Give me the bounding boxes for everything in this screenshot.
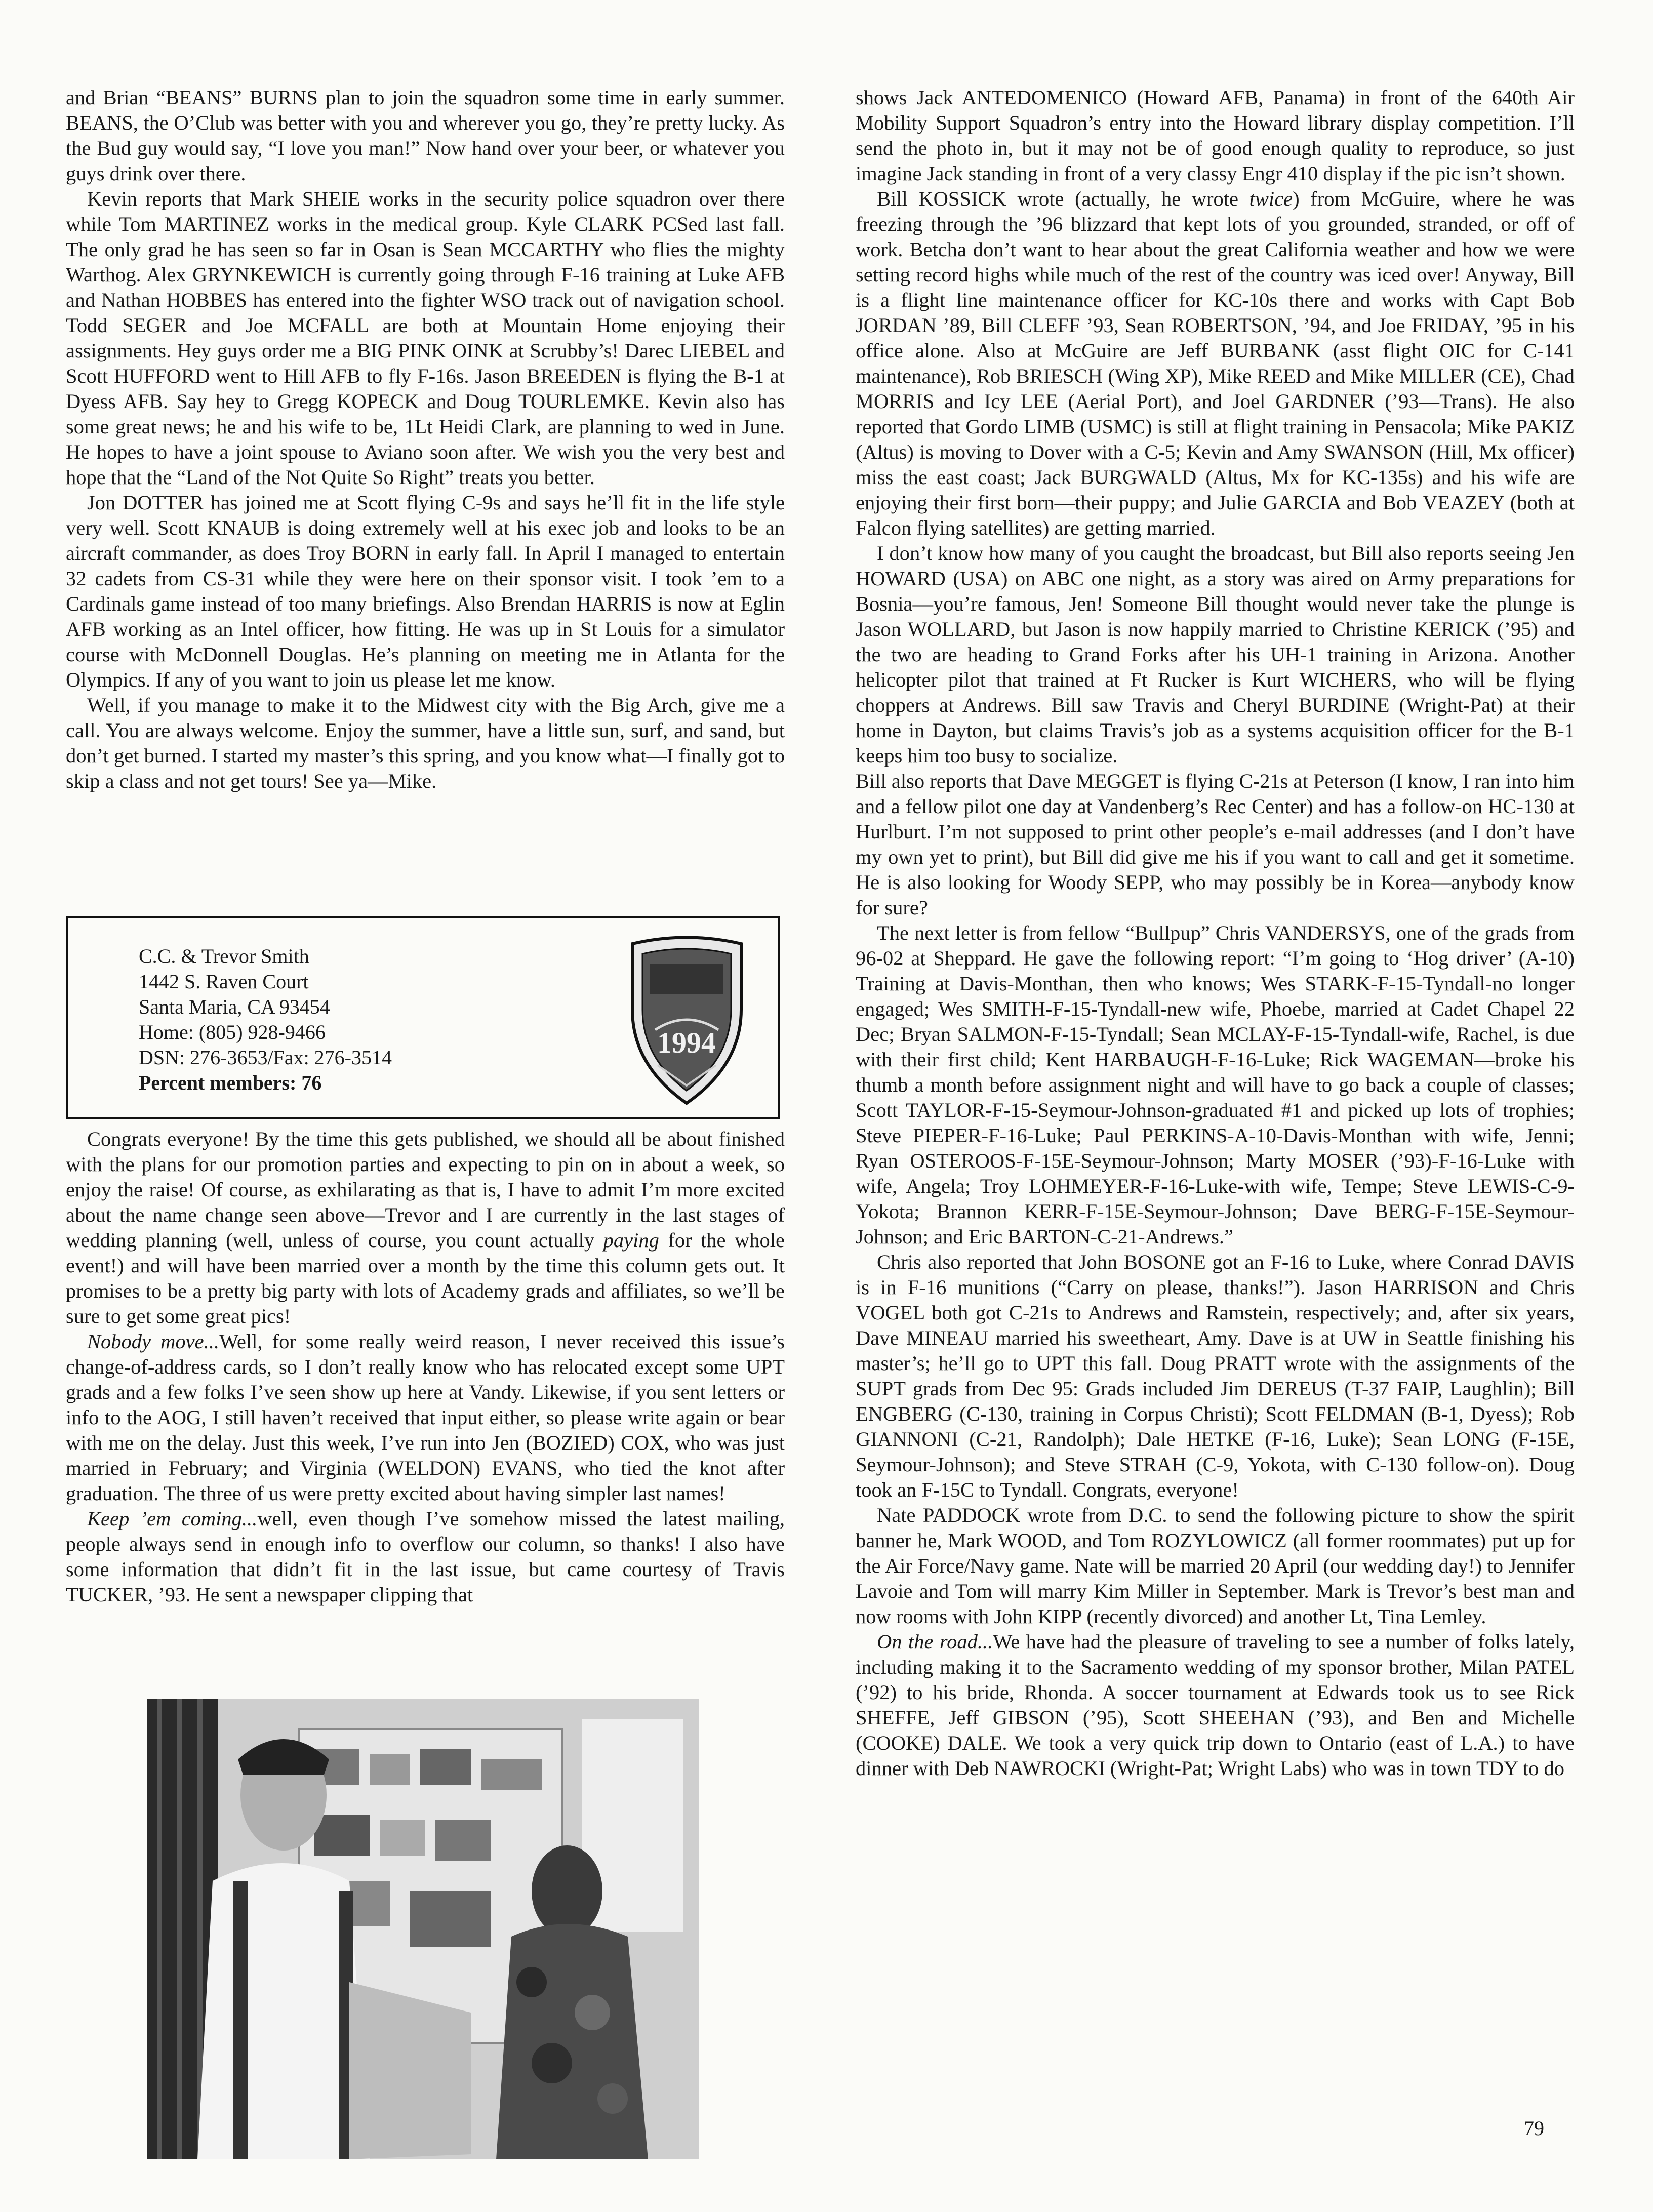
contact-city: Santa Maria, CA 93454: [139, 995, 330, 1018]
contact-home-phone: Home: (805) 928-9466: [139, 1021, 326, 1043]
paragraph: and Brian “BEANS” BURNS plan to join the squadron some time in early summer. BEANS, the O’Club was better with you and wherever you go, they’re pretty lucky. As the Bud guy would say, “I love you man!” Now hand over your beer, or whatever you guys drink over there.: [66, 86, 785, 185]
paragraph: The next letter is from fellow “Bullpup” Chris VANDERSYS, one of the grads from 96-02 at Sheppard. He gave the following report: “I’m going to ‘Hog driver’ (A-10) Training at Davis-Monthan, then who knows; Wes STARK-F-15-Tyndall-no longer engaged; Wes SMITH-F-15-Tyndall-new wife, Phoebe, married at Cadet Chapel 22 Dec; Bryan SALMON-F-15-Tyndall; Sean MCLAY-F-15-Tyndall-wife, Rachel, is due with their first child; Kent HARBAUGH-F-16-Luke; Rick WAGEMAN—broke his thumb a month before assignment night and will have to go back a couple of classes; Scott TAYLOR-F-15-Seymour-Johnson-graduated #1 and picked up lots of trophies; Steve PIEPER-F-16-Luke; Paul PERKINS-A-10-Davis-Monthan with wife, Jenni; Ryan OSTEROOS-F-15E-Seymour-Johnson; Marty MOSER (’93)-F-16-Luke with wife, Angela; Troy LOHMEYER-F-16-Luke-with wife, Tempe; Steve LEWIS-C-9-Yokota; Brannon KERR-F-15E-Seymour-Johnson; Dave BERG-F-15E-Seymour-Johnson; and Eric BARTON-C-21-Andrews.”: [856, 921, 1575, 1248]
paragraph: Kevin reports that Mark SHEIE works in the security police squadron over there while Tom MARTINEZ works in the medical group. Kyle CLARK PCSed last fall. The only grad he has seen so far in Osan is Sean MCCARTHY who flies the mighty Warthog. Alex GRYNKEWICH is currently going through F-16 training at Luke AFB and Nathan HOBBES has entered into the fighter WSO track out of navigation school. Todd SEGER and Joe MCFALL are both at Mountain Home enjoying their assignments. Hey guys order me a BIG PINK OINK at Scrubby’s! Darec LIEBEL and Scott HUFFORD went to Hill AFB to fly F-16s. Jason BREEDEN is flying the B-1 at Dyess AFB. Say hey to Gregg KOPECK and Doug TOURLEMKE. Kevin also has some great news; he and his wife to be, 1Lt Heidi Clark, are planning to wed in June. He hopes to have a joint spouse to Aviano soon after. We wish you the very best and hope that the “Land of the Not Quite So Right” treats you better.: [66, 187, 785, 489]
percent-members: Percent members: 76: [139, 1071, 322, 1094]
page-number: 79: [1524, 2117, 1544, 2140]
paragraph: Chris also reported that John BOSONE got an F-16 to Luke, where Conrad DAVIS is in F-16 munitions (“Carry on please, thanks!”). Jason HARRISON and Chris VOGEL both got C-21s to Andrews and Ramstein, respectively; and, after six years, Dave MINEAU married his sweetheart, Amy. Dave is at UW in Seattle finishing his master’s; he’ll go to UPT this fall. Doug PRATT wrote with the assignments of the SUPT grads from Dec 95: Grads included Jim DEREUS (T-37 FAIP, Laughlin); Bill ENGBERG (C-130, training in Corpus Christi); Scott FELDMAN (B-1, Dyess); Rob GIANNONI (C-21, Randolph); Dale HETKE (F-16, Luke); Sean LONG (F-15E, Seymour-Johnson); and Steve STRAH (C-9, Yokota, with C-130 follow-on). Doug took an F-15C to Tyndall. Congrats, everyone!: [856, 1251, 1575, 1501]
contact-box: [66, 916, 780, 1119]
paragraph: Jon DOTTER has joined me at Scott flying C-9s and says he’ll fit in the life style very well. Scott KNAUB is doing extremely well at his exec job and looks to be an aircraft commander, as does Troy BORN in early fall. In April I managed to entertain 32 cadets from CS-31 while they were here on their sponsor visit. I took ’em to a Cardinals game instead of too many briefings. Also Brendan HARRIS is now at Eglin AFB working as an Intel officer, how fitting. He was up in St Louis for a simulator course with McDonnell Douglas. He’s planning on meeting me in Atlanta for the Olympics. If any of you want to join us please let me know.: [66, 491, 785, 691]
paragraph: Keep ’em coming...well, even though I’ve somehow missed the latest mailing, people always send in enough info to overflow our column, so thanks! I also have some information that didn’t fit in the last issue, but came courtesy of Travis TUCKER, ’93. He sent a newspaper clipping that: [66, 1507, 785, 1606]
paragraph: Bill also reports that Dave MEGGET is flying C-21s at Peterson (I know, I ran into him and a fellow pilot one day at Vandenberg’s Rec Center) and has a follow-on HC-130 at Hurlburt. I’m not supposed to print other people’s e-mail addresses (and I don’t have my own yet to print), but Bill did give me his if you want to call and get it sometime. He is also looking for Woody SEPP, who may possibly be in Korea—anybody know for sure?: [856, 770, 1575, 919]
class-crest-icon: [627, 934, 746, 1106]
contact-address: [139, 944, 392, 1096]
photo-two-officers: [147, 1699, 699, 2159]
paragraph: shows Jack ANTEDOMENICO (Howard AFB, Panama) in front of the 640th Air Mobility Support Squadron’s entry into the Howard library display competition. I’ll send the photo in, but it may not be of good enough quality to reproduce, so just imagine Jack standing in front of a very classy Engr 410 display if the pic isn’t shown.: [856, 86, 1575, 185]
contact-name: C.C. & Trevor Smith: [139, 945, 309, 968]
paragraph: Well, if you manage to make it to the Midwest city with the Big Arch, give me a call. You are always welcome. Enjoy the summer, have a little sun, surf, and sand, but don’t get burned. I started my master’s this spring, and you know what—I finally got to skip a class and not get tours! See ya—Mike.: [66, 694, 785, 792]
right-column: [856, 85, 1575, 1781]
contact-dsn-fax: DSN: 276-3653/Fax: 276-3514: [139, 1046, 392, 1069]
paragraph: On the road...We have had the pleasure of traveling to see a number of folks lately, including making it to the Sacramento wedding of my sponsor brother, Milan PATEL (’92) to his bride, Rhonda. A soccer tournament at Edwards took us to see Rick SHEFFE, Jeff GIBSON (’95), Scott SHEEHAN (’93), and Ben and Michelle (COOKE) DALE. We took a very quick trip down to Ontario (east of L.A.) to have dinner with Deb NAWROCKI (Wright-Pat; Wright Labs) who was in town TDY to do: [856, 1630, 1575, 1780]
contact-street: 1442 S. Raven Court: [139, 970, 309, 993]
paragraph: Nate PADDOCK wrote from D.C. to send the following picture to show the spirit banner he, Mark WOOD, and Tom ROZYLOWICZ (all former roommates) put up for the Air Force/Navy game. Nate will be married 20 April (our wedding day!) to Jennifer Lavoie and Tom will marry Kim Miller in September. Mark is Trevor’s best man and now rooms with John KIPP (recently divorced) and another Lt, Tina Lemley.: [856, 1504, 1575, 1628]
paragraph: I don’t know how many of you caught the broadcast, but Bill also reports seeing Jen HOWARD (USA) on ABC one night, as a story was aired on Army preparations for Bosnia—you’re famous, Jen! Someone Bill thought would never take the plunge is Jason WOLLARD, but Jason is now happily married to Christine KERICK (’95) and the two are heading to Grand Forks after his UH-1 training in Arizona. Another helicopter pilot that trained at Ft Rucker is Kurt WICHERS, who will be flying choppers at Andrews. Bill saw Travis and Cheryl BURDINE (Wright-Pat) at their home in Dayton, but claims Travis’s job as a systems acquisition officer for the B-1 keeps him too busy to socialize.: [856, 542, 1575, 767]
paragraph: Congrats everyone! By the time this gets published, we should all be about finished with the plans for our promotion parties and expecting to pin on in about a week, so enjoy the raise! Of course, as exhilarating as that is, I have to admit I’m more excited about the name change seen above—Trevor and I are currently in the last stages of wedding planning (well, unless of course, you count actually paying for the whole event!) and will have been married over a month by the time this column gets out. It promises to be a pretty big party with lots of Academy grads and affiliates, so we’ll be sure to get some great pics!: [66, 1128, 785, 1328]
left-column-bottom: [66, 1127, 785, 1607]
left-column-top: [66, 85, 785, 794]
paragraph: Nobody move...Well, for some really weird reason, I never received this issue’s change-of-address cards, so I don’t really know who has relocated except some UPT grads and a few folks I’ve seen show up here at Vandy. Likewise, if you sent letters or info to the AOG, I still haven’t received that input either, so please write again or bear with me on the delay. Just this week, I’ve run into Jen (BOZIED) COX, who was just married in February; and Virginia (WELDON) EVANS, who tied the knot after graduation. The three of us were pretty excited about having simpler last names!: [66, 1330, 785, 1505]
paragraph: Bill KOSSICK wrote (actually, he wrote twice) from McGuire, where he was freezing through the ’96 blizzard that kept lots of you grounded, stranded, or off of work. Betcha don’t want to hear about the great California weather and how we were setting record highs while much of the rest of the country was iced over! Anyway, Bill is a flight line maintenance officer for KC-10s there and works with Capt Bob JORDAN ’89, Bill CLEFF ’93, Sean ROBERTSON, ’94, and Joe FRIDAY, ’95 in his office alone. Also at McGuire are Jeff BURBANK (asst flight OIC for C-141 maintenance), Rob BRIESCH (Wing XP), Mike REED and Mike MILLER (CE), Chad MORRIS and Icy LEE (Aerial Port), and Joel GARDNER (’93—Trans). He also reported that Gordo LIMB (USMC) is still at flight training in Pensacola; Mike PAKIZ (Altus) is moving to Dover with a C-5; Kevin and Amy SWANSON (Hill, Mx officer) miss the east coast; Jack BURGWALD (Altus, Mx for KC-135s) and his wife are enjoying their first born—their puppy; and Julie GARCIA and Bob VEAZEY (both at Falcon flying satellites) are getting married.: [856, 187, 1575, 539]
crest-year: 1994: [657, 1026, 716, 1059]
